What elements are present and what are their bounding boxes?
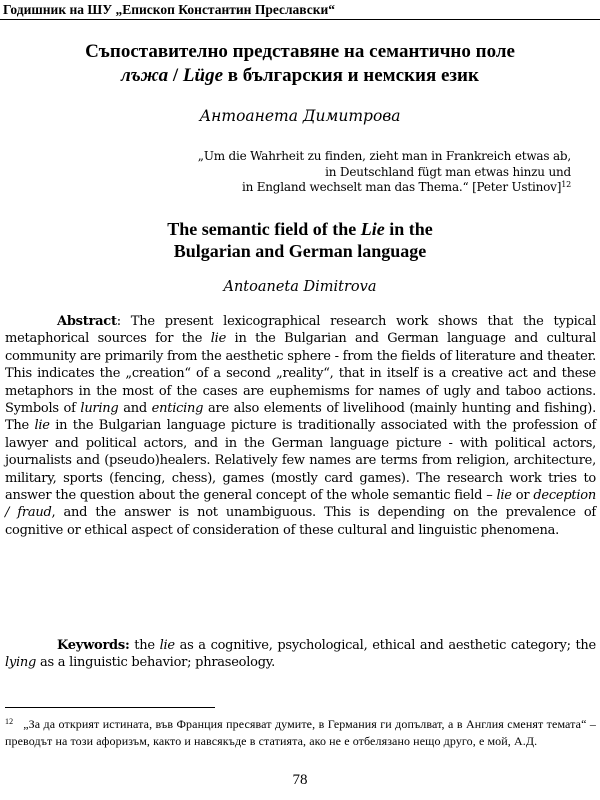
abstract-emphasis: lie <box>34 418 50 434</box>
abstract-emphasis: enticing <box>151 401 204 417</box>
keywords-emphasis: lying <box>5 655 37 671</box>
title-keyword-de: Lüge <box>182 65 224 86</box>
abstract-paragraph <box>5 313 596 539</box>
english-title-line1 <box>0 218 600 240</box>
bulgarian-title-line2 <box>0 64 600 88</box>
abstract-text: or <box>511 488 534 504</box>
header-rule <box>0 19 600 20</box>
english-title <box>0 218 600 262</box>
epigraph-line2: in Deutschland fügt man etwas hinzu und <box>325 164 571 179</box>
keywords-label: Keywords: <box>57 638 130 653</box>
abstract-text: are also elements of livelihood (mainly hunting and fishing). The <box>5 401 596 434</box>
english-title-post: in the <box>384 219 433 239</box>
english-title-em: Lie <box>360 219 385 239</box>
epigraph-line1: „Um die Wahrheit zu finden, zieht man in Frankreich etwas ab, <box>197 149 571 163</box>
abstract-emphasis: lie <box>210 331 227 347</box>
abstract-text: : The present lexicographical research work shows that the typical metaphorical sources for the <box>5 314 596 347</box>
epigraph-line3 <box>91 180 571 196</box>
keywords-emphasis: lie <box>159 638 175 653</box>
abstract-emphasis: deception / fraud <box>5 488 596 521</box>
footnote <box>5 716 596 749</box>
author-name-english: Antoaneta Dimitrova <box>223 279 377 295</box>
footnote-rule <box>5 707 215 708</box>
epigraph <box>91 149 571 196</box>
keywords-text: the <box>129 638 160 653</box>
abstract-text: and <box>118 401 152 417</box>
bulgarian-title-line1: Съпоставително представяне на семантично поле <box>85 41 515 62</box>
title-keyword-bg: лъжа <box>121 65 169 86</box>
author-name-bulgarian: Антоанета Димитрова <box>199 107 401 125</box>
page-number: 78 <box>292 772 308 788</box>
abstract-emphasis: luring <box>80 401 119 417</box>
title-slash: / <box>168 65 183 86</box>
keywords-paragraph <box>5 637 596 672</box>
title-line2-rest: в българския и немския език <box>223 65 479 86</box>
keywords-text: as a cognitive, psychological, ethical and aesthetic category; the <box>174 638 597 653</box>
abstract-text: , and the answer is not unambiguous. This is depending on the prevalence of cognitive or ethical aspect of consideration of these cultural and linguistic phenomena. <box>5 505 596 538</box>
epigraph-line3-text: in England wechselt man das Thema.“ [Peter Ustinov] <box>241 180 562 194</box>
english-title-pre: The semantic field of the <box>167 219 361 239</box>
abstract-emphasis: lie <box>496 488 512 504</box>
english-title-line2: Bulgarian and German language <box>173 241 427 261</box>
abstract-text: in the Bulgarian and German language and cultural community are primarily from the aesthetic sphere - from the fields of literature and theater. This indicates the „creation“ of a second „reality“, that in itself is a creative act and these metaphors in the most of the cases are euphemisms for names of ugly and taboo actions. Symbols of <box>5 331 597 417</box>
footnote-reference[interactable]: 12 <box>561 180 571 189</box>
running-header: Годишник на ШУ „Епископ Константин Преславски“ <box>3 2 336 17</box>
footnote-number: 12 <box>5 717 14 726</box>
abstract-text: in the Bulgarian language picture is traditionally associated with the profession of lawyer and political actors, and in the German language picture - with political actors, journalists and (pseudo)healers. Relatively few names are terms from religion, architecture, military, sports (fencing, chess), games (mostly card games). The research work tries to answer the question about the general concept of the whole semantic field – <box>5 418 597 504</box>
keywords-text: as a linguistic behavior; phraseology. <box>36 655 276 671</box>
abstract-label: Abstract <box>57 314 117 329</box>
footnote-text: „За да открият истината, във Франция пресяват думите, в Германия ги допълват, а в Англия сменят темата“ – преводът на този афоризъм, както и навсякъде в статията, ако не е отбелязано нещо друго, е мой, А.Д. <box>5 717 596 748</box>
bulgarian-title <box>0 40 600 88</box>
